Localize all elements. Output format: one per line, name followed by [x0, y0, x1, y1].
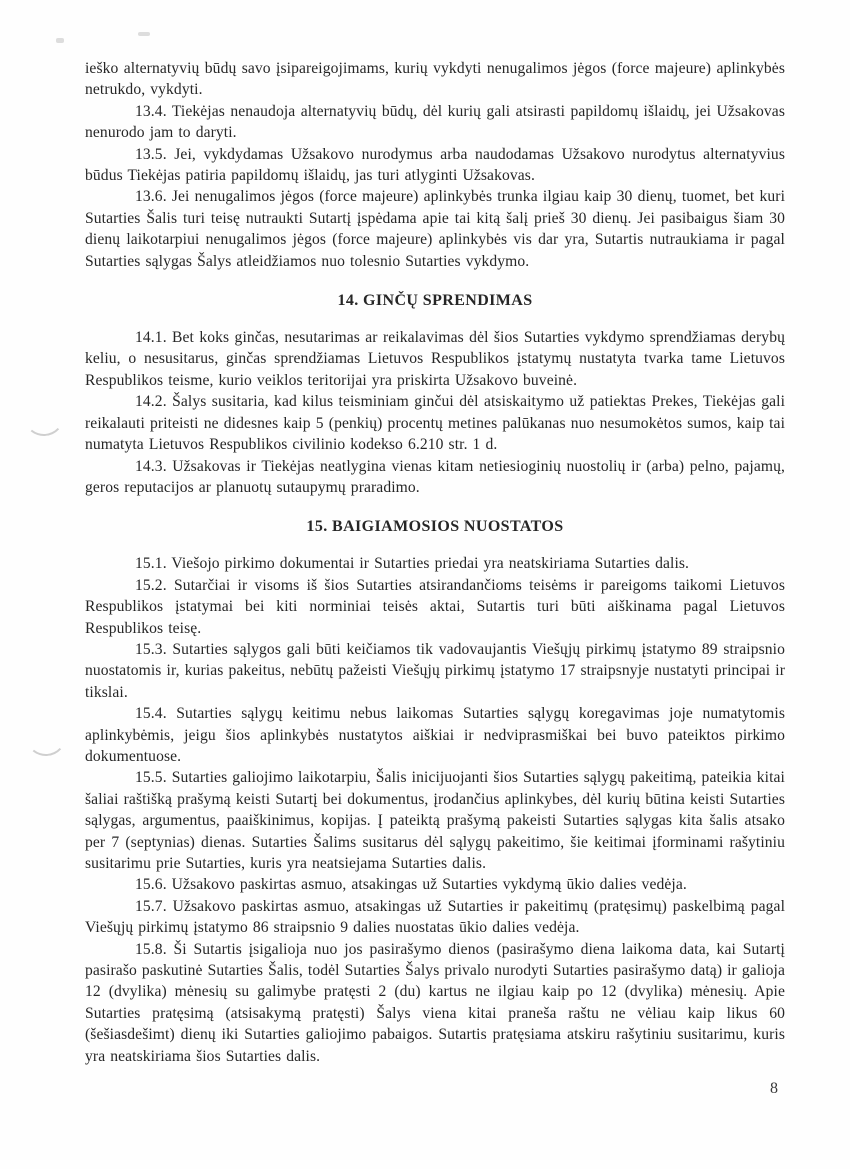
- clause-14-3: 14.3. Užsakovas ir Tiekėjas neatlygina vienas kitam netiesioginių nuostolių ir (arba) pelno, pajamų, geros reputacijos ar planuotų sutaupymų praradimo.: [85, 457, 785, 496]
- clause-15-5: 15.5. Sutarties galiojimo laikotarpiu, Šalis inicijuojanti šios Sutarties sąlygų pakeitimą, pateikia kitai šaliai raštišką prašymą keisti Sutartį bei dokumentus, įrodančius aplinkybes, dėl kurių būtina keisti Sutarties sąlygas, argumentus, paaiškinimus, kopijas. Į pateiktą prašymą pakeisti Sutarties sąlygas kita šalis atsako per 7 (septynias) dienas. Sutarties Šalims susitarus dėl sąlygų pakeitimo, šie keitimai įforminami rašytiniu susitarimu prie Sutarties, kuris yra neatsiejama Sutarties dalis.: [85, 769, 785, 872]
- section-heading-15-baigiamosios-nuostatos: 15. BAIGIAMOSIOS NUOSTATOS: [306, 518, 564, 536]
- scan-smudge-mark: [56, 38, 64, 43]
- section-heading-14-gincu-sprendimas: 14. GINČŲ SPRENDIMAS: [337, 292, 533, 310]
- clause-14-1: 14.1. Bet koks ginčas, nesutarimas ar reikalavimas dėl šios Sutarties vykdymo sprendžiamas derybų keliu, o nesusitarus, ginčas sprendžiamas Lietuvos Respublikos įstatymų nustatyta tvarka tame Lietuvos Respublikos teisme, kurio veiklos teritorijai yra priskirta Užsakovo buveinė.: [85, 329, 785, 389]
- clause-15-7: 15.7. Užsakovo paskirtas asmuo, atsakingas už Sutarties ir pakeitimų (pratęsimų) paskelbimą pagal Viešųjų pirkimų įstatymo 86 straipsnio 9 dalies nuostatas ūkio dalies vedėja.: [85, 897, 785, 937]
- scan-smudge-mark: [138, 32, 150, 36]
- clause-13-4: 13.4. Tiekėjas nenaudoja alternatyvių būdų, dėl kurių gali atsirasti papildomų išlaidų, jei Užsakovas nenurodo jam to daryti.: [85, 102, 785, 142]
- clause-13-5: 13.5. Jei, vykdydamas Užsakovo nurodymus arba naudodamas Užsakovo nurodytus alternatyvius būdus Tiekėjas patiria papildomų išlaidų, jas turi atlyginti Užsakovas.: [85, 145, 785, 185]
- clause-15-4: 15.4. Sutarties sąlygų keitimu nebus laikomas Sutarties sąlygų koregavimas joje numatytomis aplinkybėmis, jeigu šios aplinkybės nustatytos aiškiai ir nedviprasmiškai bei buvo pateiktos pirkimo dokumentuose.: [85, 705, 785, 765]
- contract-text-block: [85, 58, 785, 1067]
- clause-15-1: 15.1. Viešojo pirkimo dokumentai ir Sutarties priedai yra neatskiriama Sutarties dalis.: [135, 555, 690, 573]
- clause-15-8: 15.8. Ši Sutartis įsigalioja nuo jos pasirašymo dienos (pasirašymo diena laikoma data, kai Sutartį pasirašo paskutinė Sutarties Šalis, todėl Sutarties Šalys privalo nurodyti Sutarties pasirašymo datą) ir galioja 12 (dvylika) mėnesių su galimybe pratęsti 2 (du) kartus ne ilgiau kaip po 12 (dvylika) mėnesių. Apie Sutarties pratęsimą (atsisakymą pratęsti) Šalys viena kitai praneša raštu ne vėliau kaip likus 60 (šešiasdešimt) dienų iki Sutarties galiojimo pabaigos. Sutartis pratęsiama atskiru rašytiniu susitarimu, kuris yra neatskiriama šios Sutarties dalis.: [85, 940, 785, 1065]
- clause-15-3: 15.3. Sutarties sąlygos gali būti keičiamos tik vadovaujantis Viešųjų pirkimų įstatymo 89 straipsnio nuostatomis ir, kurias pakeitus, nebūtų pažeisti Viešųjų pirkimų įstatymo 17 straipsnyje nustatyti principai ir tikslai.: [85, 640, 785, 701]
- scan-artifact-crescent: [25, 717, 68, 758]
- clause-15-2: 15.2. Sutarčiai ir visoms iš šios Sutarties atsirandančioms teisėms ir pareigoms taikomi Lietuvos Respublikos įstatymai bei kiti norminiai teisės aktai, Sutartis turi būti aiškinama pagal Lietuvos Respublikos teisę.: [85, 576, 785, 637]
- clause-14-2: 14.2. Šalys susitaria, kad kilus teisminiam ginčui dėl atsiskaitymo už patiektas Prekes, Tiekėjas gali reikalauti priteisti ne didesnes kaip 5 (penkių) procentų metines palūkanas nuo nesumokėtos sumos, kaip tai numatyta Lietuvos Respublikos civilinio kodekso 6.210 str. 1 d.: [85, 393, 785, 454]
- scan-artifact-crescent: [23, 397, 66, 438]
- clause-13-3-continuation: ieško alternatyvių būdų savo įsipareigojimams, kurių vykdyti nenugalimos jėgos (force majeure) aplinkybės netrukdo, vykdyti.: [85, 60, 785, 99]
- clause-13-6: 13.6. Jei nenugalimos jėgos (force majeure) aplinkybės trunka ilgiau kaip 30 dienų, tuomet, bet kuri Sutarties Šalis turi teisę nutraukti Sutartį įspėdama apie tai kitą šalį prieš 30 dienų. Jei pasibaigus šiam 30 dienų laikotarpiui nenugalimos jėgos (force majeure) aplinkybės vis dar yra, Sutartis nutraukiama ir pagal Sutarties sąlygas Šalys atleidžiamos nuo tolesnio Sutarties vykdymo.: [85, 188, 785, 270]
- page-number: 8: [770, 1080, 778, 1097]
- clause-15-6: 15.6. Užsakovo paskirtas asmuo, atsakingas už Sutarties vykdymą ūkio dalies vedėja.: [135, 876, 687, 894]
